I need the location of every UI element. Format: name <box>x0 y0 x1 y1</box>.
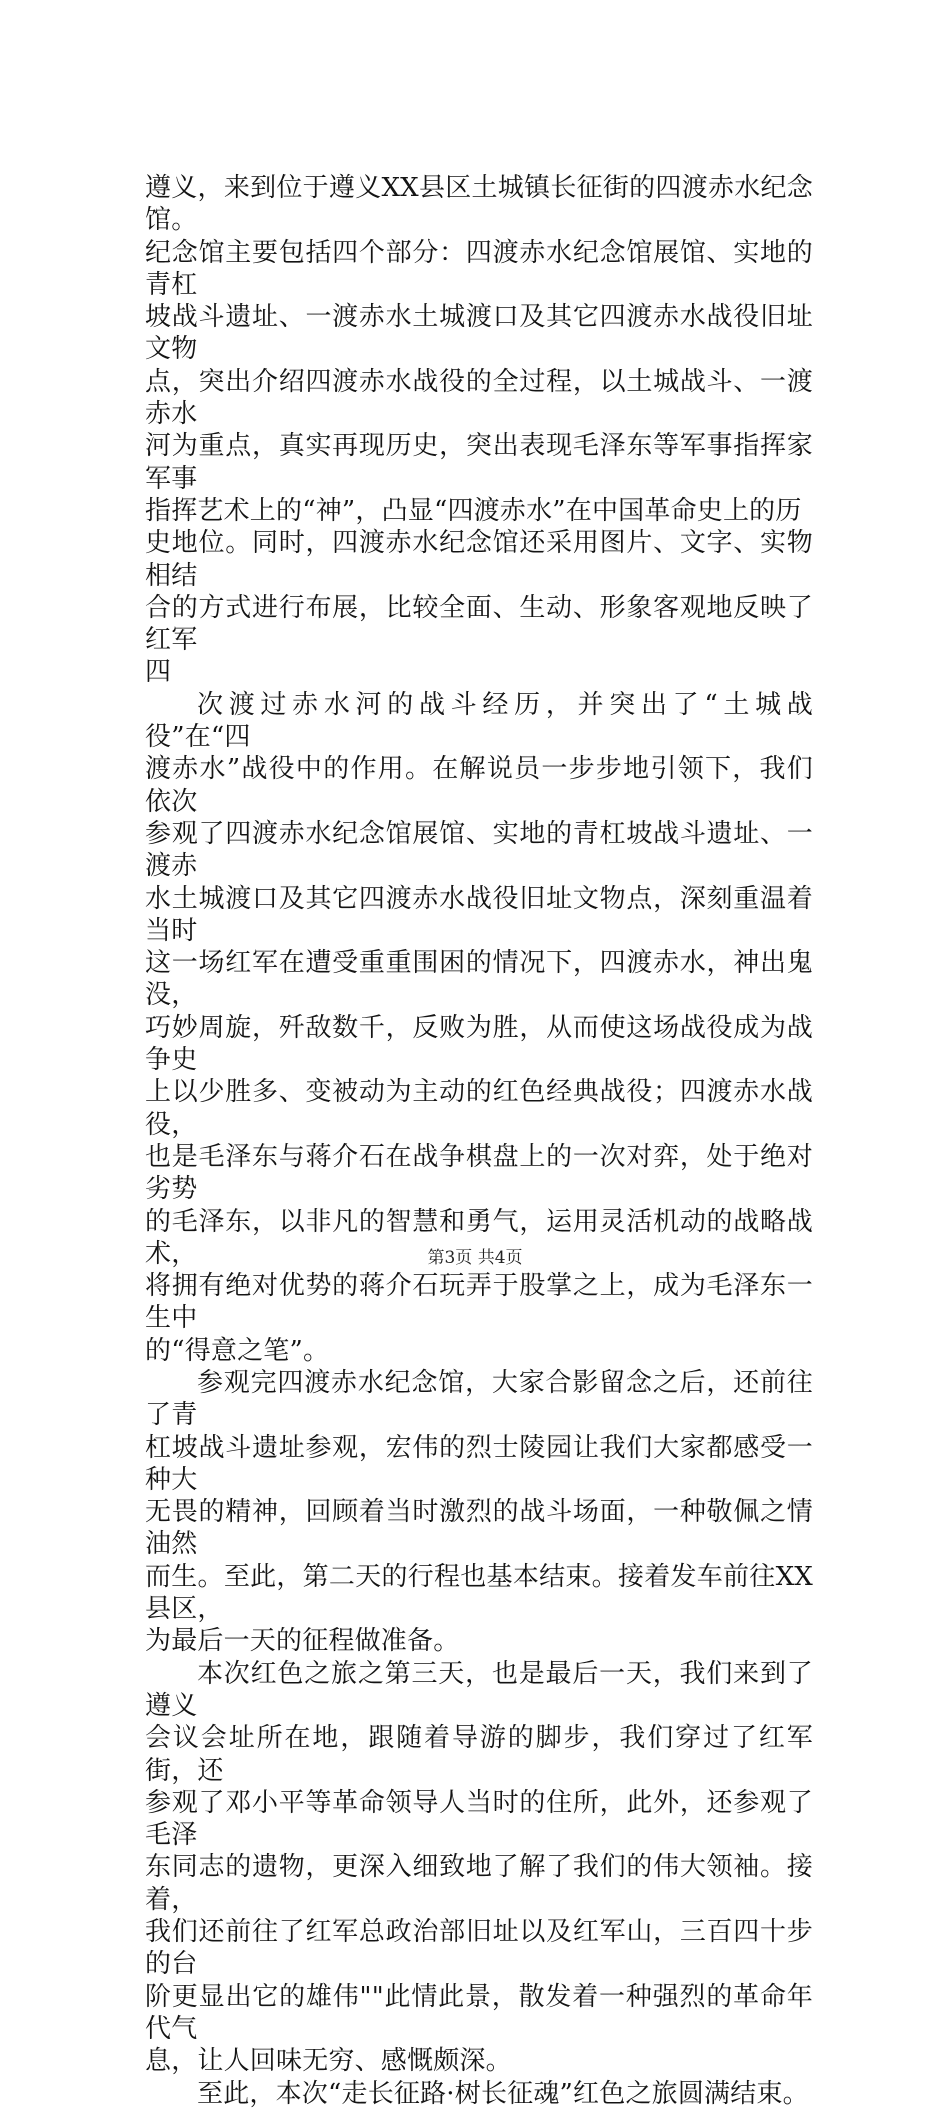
line: 参观了邓小平等革命领导人当时的住所，此外，还参观了毛泽 <box>145 1787 813 1851</box>
line: 史地位。同时，四渡赤水纪念馆还采用图片、文字、实物相结 <box>145 528 813 591</box>
line: 阶更显出它的雄伟""此情此景，散发着一种强烈的革命年代气 <box>145 1981 813 2044</box>
line: 为最后一天的征程做准备。 <box>145 1626 460 1657</box>
line: 而生。至此，第二天的行程也基本结束。接着发车前往XX县区， <box>145 1561 813 1625</box>
line: 至此，本次“走长征路·树长征魂”红色之旅圆满结束。 <box>197 2078 809 2109</box>
line: 参观完四渡赤水纪念馆，大家合影留念之后，还前往了青 <box>145 1367 813 1431</box>
document-body <box>145 172 813 2110</box>
line: 无畏的精神，回顾着当时激烈的战斗场面，一种敬佩之情油然 <box>145 1497 813 1560</box>
line: 这一场红军在遭受重重围困的情况下，四渡赤水，神出鬼没， <box>145 948 813 1011</box>
line: 渡赤水”战役中的作用。在解说员一步步地引领下，我们依次 <box>145 754 813 817</box>
line: 巧妙周旋，歼敌数千，反败为胜，从而使这场战役成为战争史 <box>145 1012 813 1076</box>
line: 参观了四渡赤水纪念馆展馆、实地的青杠坡战斗遗址、一渡赤 <box>145 818 813 882</box>
line: 坡战斗遗址、一渡赤水土城渡口及其它四渡赤水战役旧址文物 <box>145 302 813 365</box>
line: 我们还前往了红军总政治部旧址以及红军山，三百四十步的台 <box>145 1917 813 1980</box>
line: 次渡过赤水河的战斗经历，并突出了“土城战役”在“四 <box>145 689 813 753</box>
line: 水土城渡口及其它四渡赤水战役旧址文物点，深刻重温着当时 <box>145 883 813 946</box>
page-number-label: 第3页 共4页 <box>427 1248 523 1268</box>
line: 点，突出介绍四渡赤水战役的全过程，以土城战斗、一渡赤水 <box>145 366 813 430</box>
line: 指挥艺术上的“神”，凸显“四渡赤水”在中国革命史上的历 <box>145 495 802 526</box>
line: 纪念馆主要包括四个部分：四渡赤水纪念馆展馆、实地的青杠 <box>145 237 813 300</box>
line: 本次红色之旅之第三天，也是最后一天，我们来到了遵义 <box>145 1658 813 1721</box>
line: 的“得意之笔”。 <box>145 1335 330 1366</box>
paragraph-1 <box>145 172 813 689</box>
line: 的毛泽东，以非凡的智慧和勇气，运用灵活机动的战略战术， <box>145 1206 813 1269</box>
line: 杠坡战斗遗址参观，宏伟的烈士陵园让我们大家都感受一种大 <box>145 1432 813 1495</box>
line: 合的方式进行布展，比较全面、生动、形象客观地反映了红军 <box>145 592 813 656</box>
line: 河为重点，真实再现历史，突出表现毛泽东等军事指挥家军事 <box>145 431 813 494</box>
paragraph-3 <box>145 1367 813 1658</box>
line: 遵义，来到位于遵义XX县区土城镇长征街的四渡赤水纪念馆。 <box>145 173 813 236</box>
line: 息，让人回味无穷、感慨颇深。 <box>145 2046 512 2077</box>
paragraph-4 <box>145 1658 813 2078</box>
line: 上以少胜多、变被动为主动的红色经典战役；四渡赤水战役， <box>145 1077 813 1140</box>
line: 会议会址所在地，跟随着导游的脚步，我们穿过了红军街，还 <box>145 1723 813 1786</box>
line: 东同志的遗物，更深入细致地了解了我们的伟大领袖。接着， <box>145 1852 813 1915</box>
line: 将拥有绝对优势的蒋介石玩弄于股掌之上，成为毛泽东一生中 <box>145 1271 813 1334</box>
paragraph-5 <box>145 2078 813 2110</box>
line: 也是毛泽东与蒋介石在战争棋盘上的一次对弈，处于绝对劣势 <box>145 1141 813 1205</box>
page-footer <box>0 1247 950 1269</box>
line: 四 <box>145 657 172 688</box>
